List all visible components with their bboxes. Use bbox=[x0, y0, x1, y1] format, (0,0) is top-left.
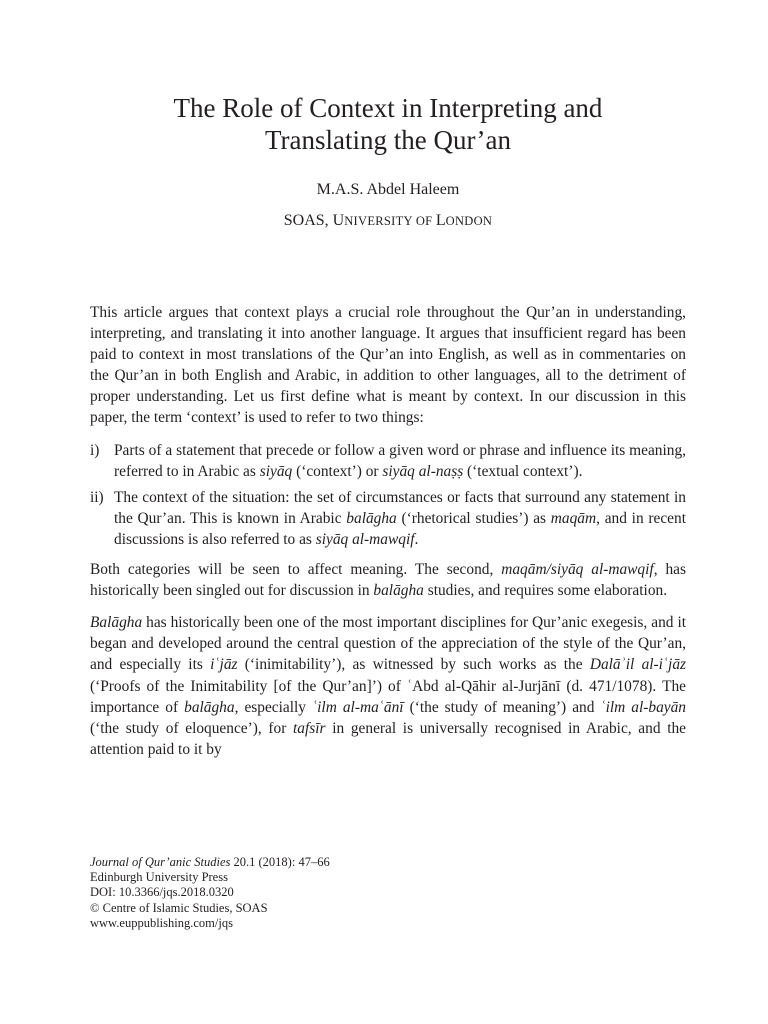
journal-footer bbox=[90, 855, 490, 931]
affiliation-ondon: ONDON bbox=[445, 214, 493, 228]
list-marker: i) bbox=[90, 441, 100, 459]
list-item bbox=[90, 440, 686, 482]
title-line-1: The Role of Context in Interpreting and bbox=[173, 93, 603, 123]
citation-details: 20.1 (2018): 47–66 bbox=[230, 855, 330, 869]
list-item-content: Parts of a statement that precede or follow a given word or phrase and influence its meaning, referred to in Arabic as siyāq (‘context’) or siyāq al-naṣṣ (‘textual context’). bbox=[114, 441, 686, 480]
affiliation-prefix: SOAS, bbox=[283, 212, 333, 229]
affiliation-u: U bbox=[332, 212, 345, 229]
context-definition-list bbox=[90, 440, 686, 550]
affiliation-l: L bbox=[435, 212, 446, 229]
list-marker: ii) bbox=[90, 488, 104, 506]
categories-paragraph: Both categories will be seen to affect meaning. The second, maqām/siyāq al-mawqif, has historically been singled out for discussion in balāgha studies, and requires some elaboration. bbox=[90, 561, 686, 600]
journal-citation bbox=[90, 855, 490, 870]
copyright: © Centre of Islamic Studies, SOAS bbox=[90, 900, 268, 915]
author-affiliation bbox=[90, 211, 686, 231]
list-item bbox=[90, 487, 686, 550]
article-body bbox=[90, 302, 686, 771]
journal-name: Journal of Qur’anic Studies bbox=[90, 855, 231, 869]
list-item-content: The context of the situation: the set of circumstances or facts that surround any statement in the Qur’an. This is known in Arabic balāgha (‘rhetorical studies’) as maqām, and in recent discussions is also referred to as siyāq al-mawqif. bbox=[114, 488, 686, 548]
abstract-paragraph: This article argues that context plays a crucial role throughout the Qur’an in understanding, interpreting, and translating it into another language. It argues that insufficient regard has been paid to context in most translations of the Qur’an into English, as well as in commentaries on the Qur’an in both English and Arabic, in addition to other languages, all to the detriment of proper understanding. Let us first define what is meant by context. In our discussion in this paper, the term ‘context’ is used to refer to two things: bbox=[90, 304, 686, 427]
article-title bbox=[90, 92, 686, 156]
doi: DOI: 10.3366/jqs.2018.0320 bbox=[90, 885, 234, 900]
title-line-2: Translating the Qur’an bbox=[265, 125, 511, 155]
balagha-paragraph: Balāgha has historically been one of the most important disciplines for Qur’anic exegesis, and it began and developed around the central question of the appreciation of the style of the Qur’an, and especially its iʿjāz (‘inimitability’), as witnessed by such works as the Dalāʾil al-iʿjāz (‘Proofs of the Inimitability [of the Qur’an]’) of ʿAbd al-Qāhir al-Jurjānī (d. 471/1078). The importance of balāgha, especially ʿilm al-maʿānī (‘the study of meaning’) and ʿilm al-bayān (‘the study of eloquence’), for tafsīr in general is universally recognised in Arabic, and the attention paid to it by bbox=[90, 614, 687, 758]
article-page bbox=[90, 0, 686, 1024]
affiliation-niversity: NIVERSITY OF bbox=[344, 214, 436, 228]
author-name: M.A.S. Abdel Haleem bbox=[316, 181, 460, 198]
publisher: Edinburgh University Press bbox=[90, 870, 228, 885]
journal-url: www.euppublishing.com/jqs bbox=[90, 915, 233, 930]
